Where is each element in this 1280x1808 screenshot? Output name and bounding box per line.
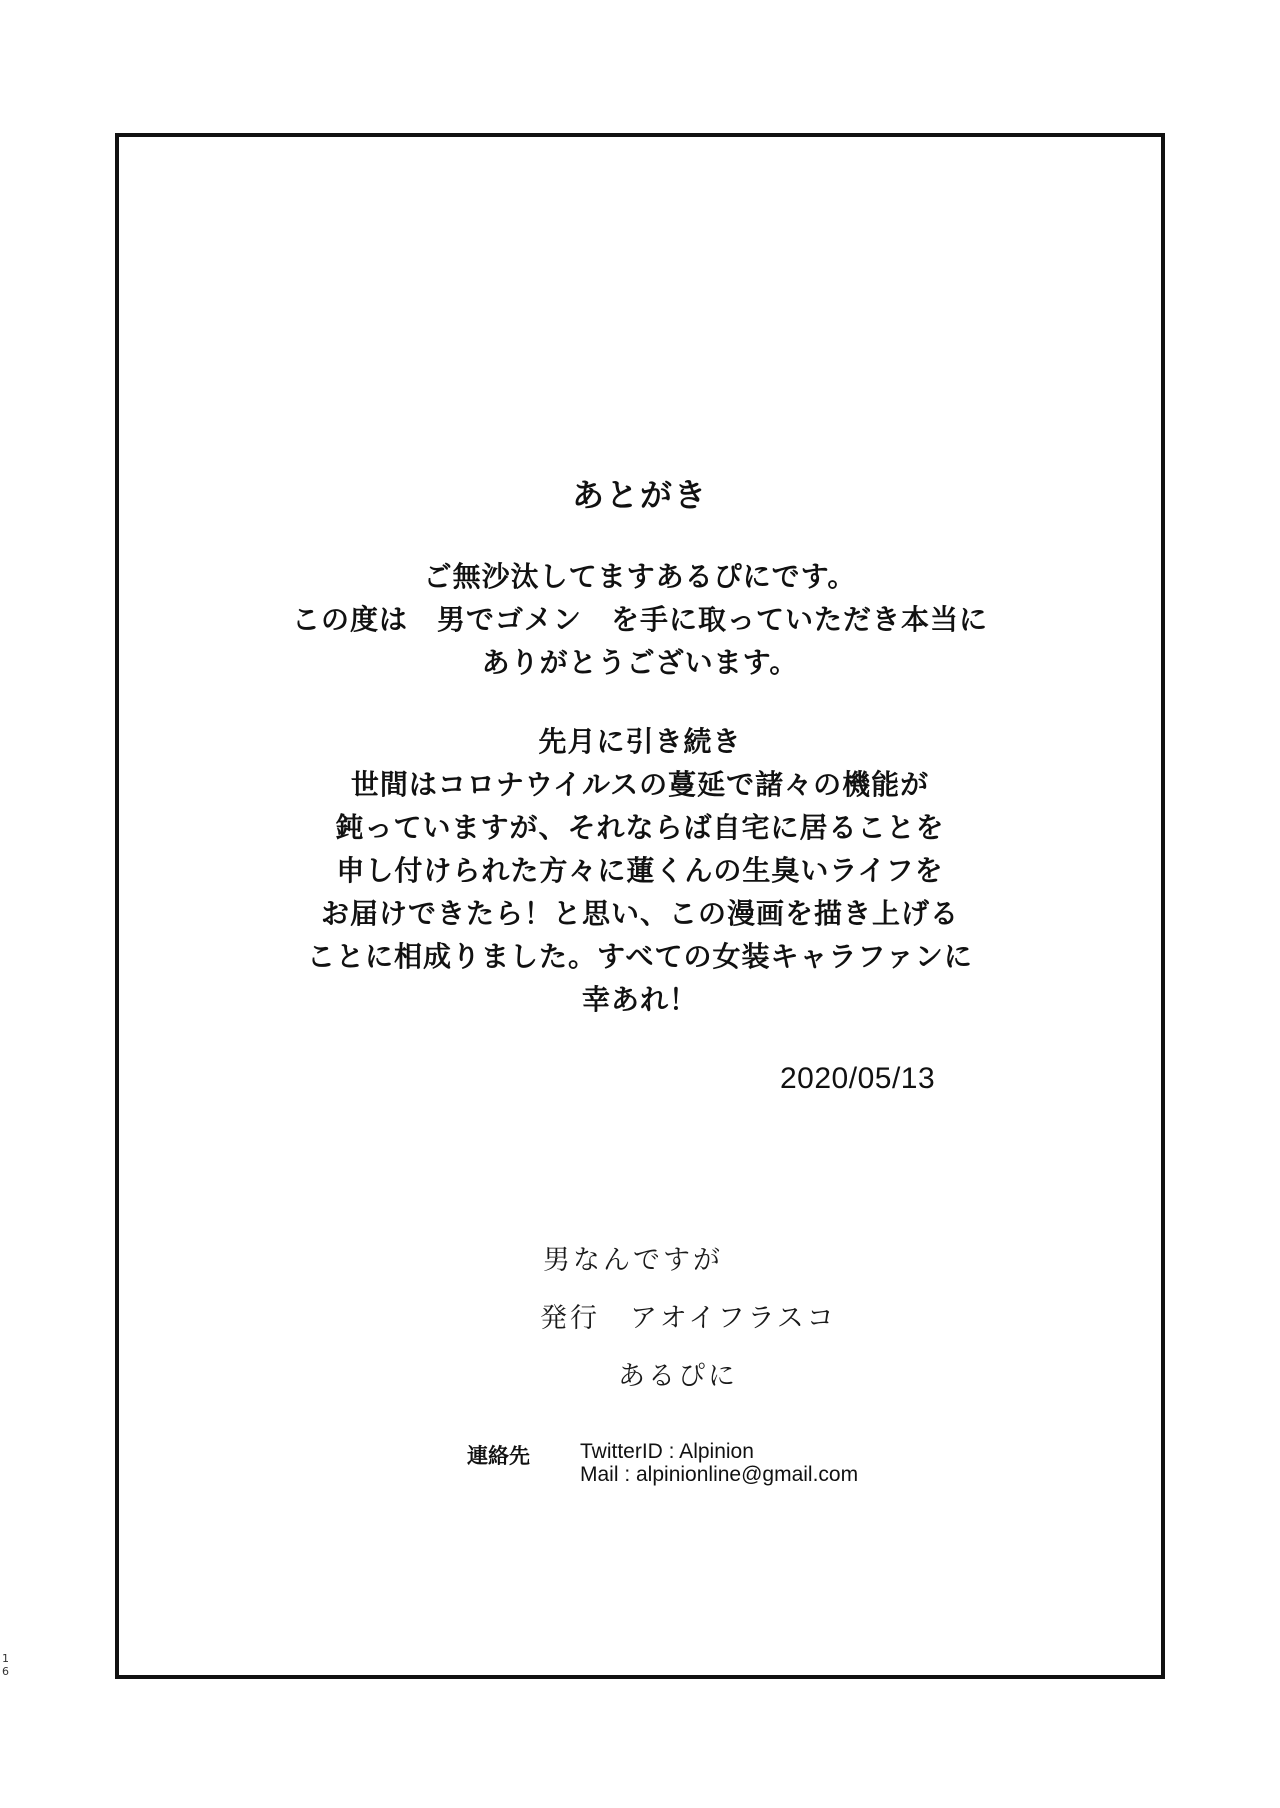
paragraph-greeting [115, 555, 1165, 684]
text-line: ことに相成りました。すべての女装キャラファンに [307, 940, 973, 973]
text-line: ありがとうございます。 [481, 646, 799, 679]
paragraph-message [115, 720, 1165, 1021]
text-line: 幸あれ！ [581, 983, 698, 1016]
page-number [2, 1652, 12, 1678]
page-number-digit: 1 [2, 1652, 9, 1665]
page-title: あとがき [571, 476, 708, 514]
text-line: 先月に引き続き [538, 725, 742, 758]
text-line: お届けできたら！と思い、この漫画を描き上げる [320, 897, 959, 930]
contact-details [580, 1440, 858, 1486]
date-stamp: 2020/05/13 [780, 1062, 936, 1095]
text-line: ご無沙汰してますあるぴにです。 [423, 560, 857, 593]
text-line: 申し付けられた方々に蓮くんの生臭いライフを [336, 854, 944, 887]
text-line: この度は 男でゴメン を手に取っていただき本当に [291, 603, 988, 636]
publisher-line: 発行 アオイフラスコ [540, 1303, 837, 1334]
author-name: あるぴに [618, 1361, 738, 1392]
text-line: 世間はコロナウイルスの蔓延で諸々の機能が [350, 768, 930, 801]
twitter-id: TwitterID : Alpinion [580, 1440, 754, 1463]
text-line: 鈍っていますが、それならば自宅に居ることを [335, 811, 945, 844]
mail-address: Mail : alpinionline@gmail.com [580, 1463, 859, 1486]
page-number-digit: 6 [2, 1665, 9, 1678]
contact-label: 連絡先 [467, 1444, 530, 1468]
book-title: 男なんですが [543, 1245, 723, 1276]
